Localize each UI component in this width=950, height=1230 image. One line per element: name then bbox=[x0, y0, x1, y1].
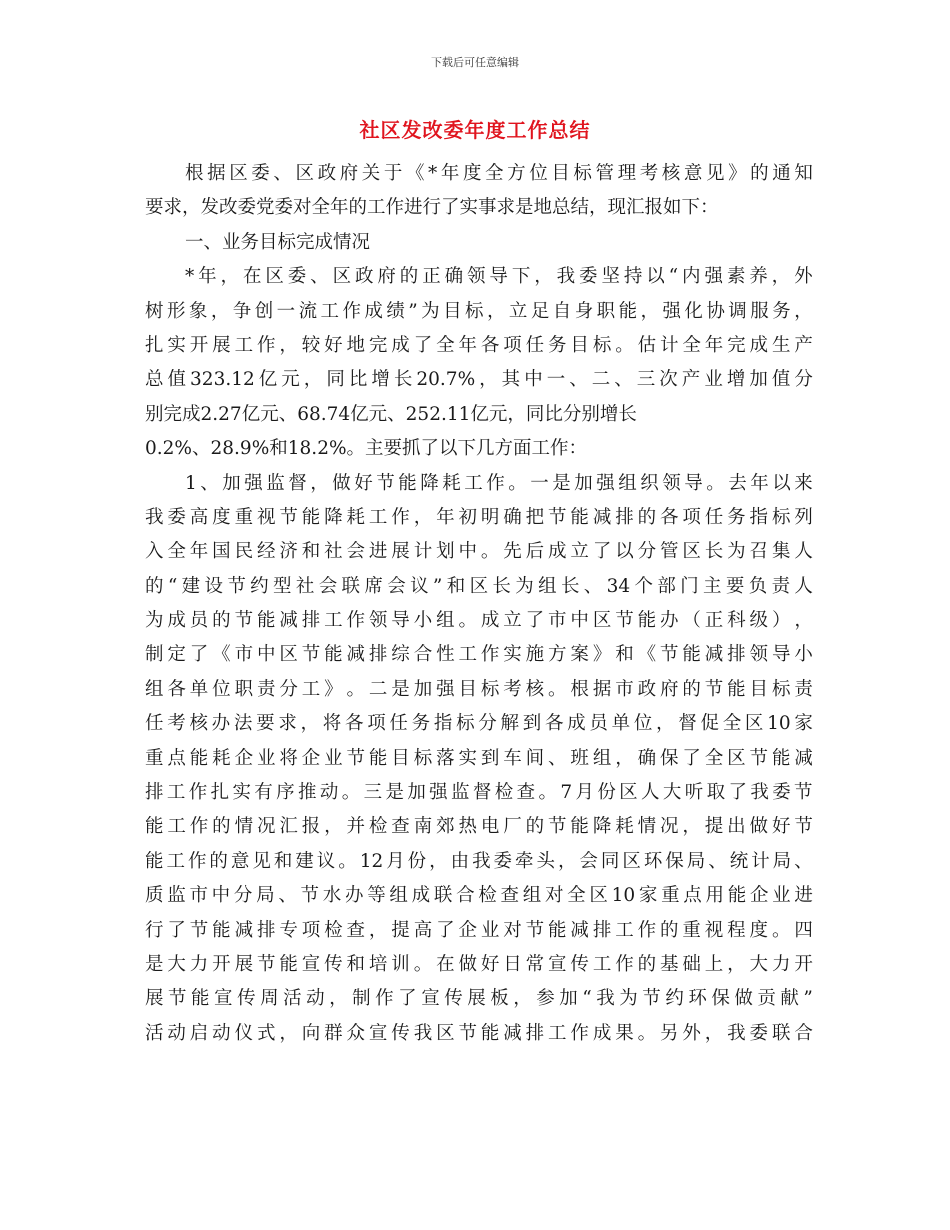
text-line: * 年 ， 在 区 委 、 区 政 府 的 正 确 领 导 下 ， 我 委 坚 持 以 “ 内 强 素 养 ， 外 bbox=[185, 266, 813, 288]
text-line: 能 工 作 的 情 况 汇 报 ， 并 检 查 南 郊 热 电 厂 的 节 能 降 耗 情 况 ， 提 出 做 好 节 bbox=[145, 816, 813, 838]
text-line: 0.2%、28.9%和18.2%。主要抓了以下几方面工作： bbox=[145, 438, 588, 460]
text-line: 活 动 启 动 仪 式 ， 向 群 众 宣 传 我 区 节 能 减 排 工 作 成 果 。 另 外 ， 我 委 联 合 bbox=[145, 1022, 813, 1044]
text-line: 入 全 年 国 民 经 济 和 社 会 进 展 计 划 中 。 先 后 成 立 了 以 分 管 区 长 为 召 集 人 bbox=[145, 541, 813, 563]
text-line: 别完成2.27亿元、68.74亿元、252.11亿元，同比分别增长 bbox=[145, 403, 637, 425]
text-line: 1 、 加 强 监 督 ， 做 好 节 能 降 耗 工 作 。 一 是 加 强 组 织 领 导 。 去 年 以 来 bbox=[185, 472, 813, 494]
text-line: 扎 实 开 展 工 作 ， 较 好 地 完 成 了 全 年 各 项 任 务 目 标 。 估 计 全 年 完 成 生 产 bbox=[145, 334, 813, 356]
text-line: 排 工 作 扎 实 有 序 推 动 。 三 是 加 强 监 督 检 查 。 7 月 份 区 人 大 听 取 了 我 委 节 bbox=[145, 782, 813, 804]
text-line: 制 定 了 《 市 中 区 节 能 减 排 综 合 性 工 作 实 施 方 案 》 和 《 节 能 减 排 领 导 小 bbox=[145, 644, 813, 666]
text-line: 能 工 作 的 意 见 和 建 议 。 12 月 份 ， 由 我 委 牵 头 ， 会 同 区 环 保 局 、 统 计 局 、 bbox=[145, 850, 813, 872]
text-line: 组 各 单 位 职 责 分 工 》 。 二 是 加 强 目 标 考 核 。 根 据 市 政 府 的 节 能 目 标 责 bbox=[145, 678, 813, 700]
body-text bbox=[145, 157, 813, 1051]
text-line: 重 点 能 耗 企 业 将 企 业 节 能 目 标 落 实 到 车 间 、 班 组 ， 确 保 了 全 区 节 能 减 bbox=[145, 747, 813, 769]
header-note: 下载后可任意编辑 bbox=[431, 56, 519, 69]
text-line: 行 了 节 能 减 排 专 项 检 查 ， 提 高 了 企 业 对 节 能 减 排 工 作 的 重 视 程 度 。 四 bbox=[145, 919, 813, 941]
document-title: 社区发改委年度工作总结 bbox=[359, 118, 591, 142]
text-line: 总 值 323.12 亿 元 ， 同 比 增 长 20.7% ， 其 中 一 、 二 、 三 次 产 业 增 加 值 分 bbox=[145, 369, 813, 391]
text-line: 任 考 核 办 法 要 求 ， 将 各 项 任 务 指 标 分 解 到 各 成 员 单 位 ， 督 促 全 区 10 家 bbox=[145, 713, 813, 735]
text-line: 要求，发改委党委对全年的工作进行了实事求是地总结，现汇报如下： bbox=[145, 197, 719, 219]
text-line: 是 大 力 开 展 节 能 宣 传 和 培 训 。 在 做 好 日 常 宣 传 工 作 的 基 础 上 ， 大 力 开 bbox=[145, 953, 813, 975]
text-line: 一、业务目标完成情况 bbox=[185, 231, 371, 253]
text-line: 我 委 高 度 重 视 节 能 降 耗 工 作 ， 年 初 明 确 把 节 能 减 排 的 各 项 任 务 指 标 列 bbox=[145, 506, 813, 528]
text-line: 展 节 能 宣 传 周 活 动 ， 制 作 了 宣 传 展 板 ， 参 加 “ 我 为 节 约 环 保 做 贡 献 ” bbox=[145, 988, 813, 1010]
text-line: 树 形 象 ， 争 创 一 流 工 作 成 绩 ” 为 目 标 ， 立 足 自 身 职 能 ， 强 化 协 调 服 务 ， bbox=[145, 300, 813, 322]
text-line: 根 据 区 委 、 区 政 府 关 于 《 * 年 度 全 方 位 目 标 管 理 考 核 意 见 》 的 通 知 bbox=[185, 163, 813, 184]
text-line: 为 成 员 的 节 能 减 排 工 作 领 导 小 组 。 成 立 了 市 中 区 节 能 办 （ 正 科 级 ） ， bbox=[145, 610, 813, 632]
text-line: 的 “ 建 设 节 约 型 社 会 联 席 会 议 ” 和 区 长 为 组 长 、 34 个 部 门 主 要 负 责 人 bbox=[145, 575, 813, 597]
text-line: 质 监 市 中 分 局 、 节 水 办 等 组 成 联 合 检 查 组 对 全 区 10 家 重 点 用 能 企 业 进 bbox=[145, 885, 813, 907]
